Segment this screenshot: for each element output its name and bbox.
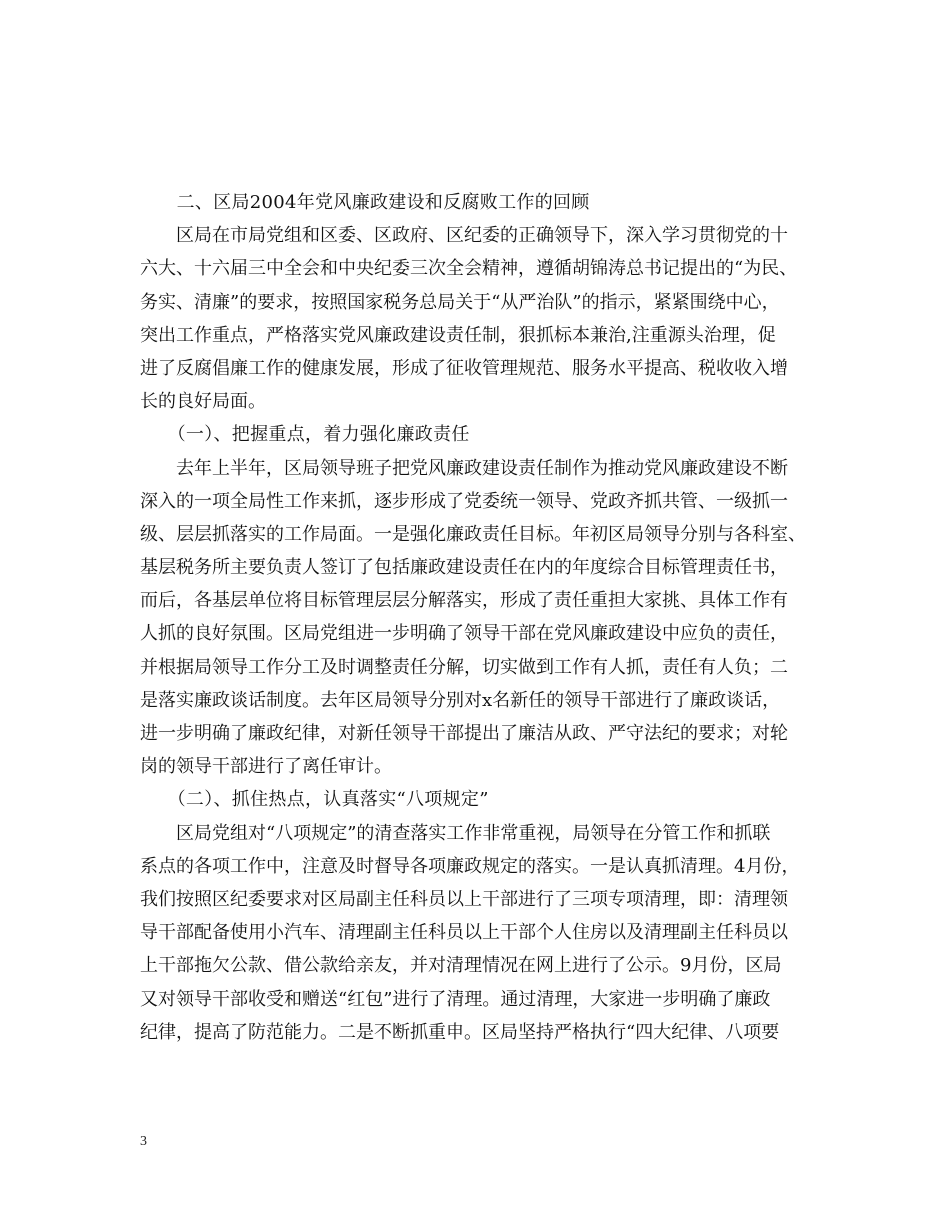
- paragraph-line: 我们按照区纪委要求对区局副主任科员以上干部进行了三项专项清理，即：清理领: [140, 888, 788, 910]
- paragraph-line: 纪律，提高了防范能力。二是不断抓重申。区局坚持严格执行“四大纪律、八项要: [140, 1021, 780, 1043]
- paragraph-line: 区局在市局党组和区委、区政府、区纪委的正确领导下，深入学习贯彻党的十: [140, 225, 788, 247]
- paragraph-line: 基层税务所主要负责人签订了包括廉政建设责任在内的年度综合目标管理责任书，: [140, 557, 788, 579]
- paragraph-line: 系点的各项工作中，注意及时督导各项廉政规定的落实。一是认真抓清理。4月份，: [140, 855, 800, 877]
- paragraph-line: 级、层层抓落实的工作局面。一是强化廉政责任目标。年初区局领导分别与各科室、: [140, 523, 806, 545]
- paragraph-line: 而后，各基层单位将目标管理层层分解落实，形成了责任重担大家挑、具体工作有: [140, 590, 788, 612]
- section-heading: 二、区局2004年党风廉政建设和反腐败工作的回顾: [140, 192, 590, 213]
- paragraph-line: 并根据局领导工作分工及时调整责任分解，切实做到工作有人抓，责任有人负；二: [140, 656, 788, 678]
- paragraph-line: 务实、清廉”的要求，按照国家税务总局关于“从严治队”的指示，紧紧围绕中心，: [140, 291, 780, 313]
- paragraph-line: 上干部拖欠公款、借公款给亲友，并对清理情况在网上进行了公示。9月份，区局: [140, 955, 782, 977]
- paragraph-line: 区局党组对“八项规定”的清查落实工作非常重视，局领导在分管工作和抓联: [140, 822, 771, 844]
- paragraph-line: 突出工作重点，严格落实党风廉政建设责任制，狠抓标本兼治,注重源头治理，促: [140, 324, 776, 346]
- paragraph-line: 去年上半年，区局领导班子把党风廉政建设责任制作为推动党风廉政建设不断: [140, 457, 788, 479]
- paragraph-line: 是落实廉政谈话制度。去年区局领导分别对x名新任的领导干部进行了廉政谈话，: [140, 689, 781, 711]
- paragraph-line: 深入的一项全局性工作来抓，逐步形成了党委统一领导、党政齐抓共管、一级抓一: [140, 490, 788, 512]
- document-body: [140, 186, 820, 1049]
- paragraph-line: 人抓的良好氛围。区局党组进一步明确了领导干部在党风廉政建设中应负的责任，: [140, 623, 788, 645]
- paragraph-line: 又对领导干部收受和赠送“红包”进行了清理。通过清理，大家进一步明确了廉政: [140, 988, 771, 1010]
- paragraph-line: 六大、十六届三中全会和中央纪委三次全会精神，遵循胡锦涛总书记提出的“为民、: [140, 258, 798, 280]
- subsection-heading: （二）、抓住热点，认真落实“八项规定”: [140, 789, 489, 811]
- page-number: 3: [140, 1134, 147, 1149]
- paragraph-line: 进一步明确了廉政纪律，对新任领导干部提出了廉洁从政、严守法纪的要求；对轮: [140, 723, 788, 744]
- paragraph-line: 进了反腐倡廉工作的健康发展，形成了征收管理规范、服务水平提高、税收收入增: [140, 357, 788, 379]
- paragraph-line: 长的良好局面。: [140, 391, 266, 413]
- paragraph-line: 岗的领导干部进行了离任审计。: [140, 756, 392, 778]
- subsection-heading: （一）、把握重点，着力强化廉政责任: [140, 424, 470, 446]
- paragraph-line: 导干部配备使用小汽车、清理副主任科员以上干部个人住房以及清理副主任科员以: [140, 922, 788, 944]
